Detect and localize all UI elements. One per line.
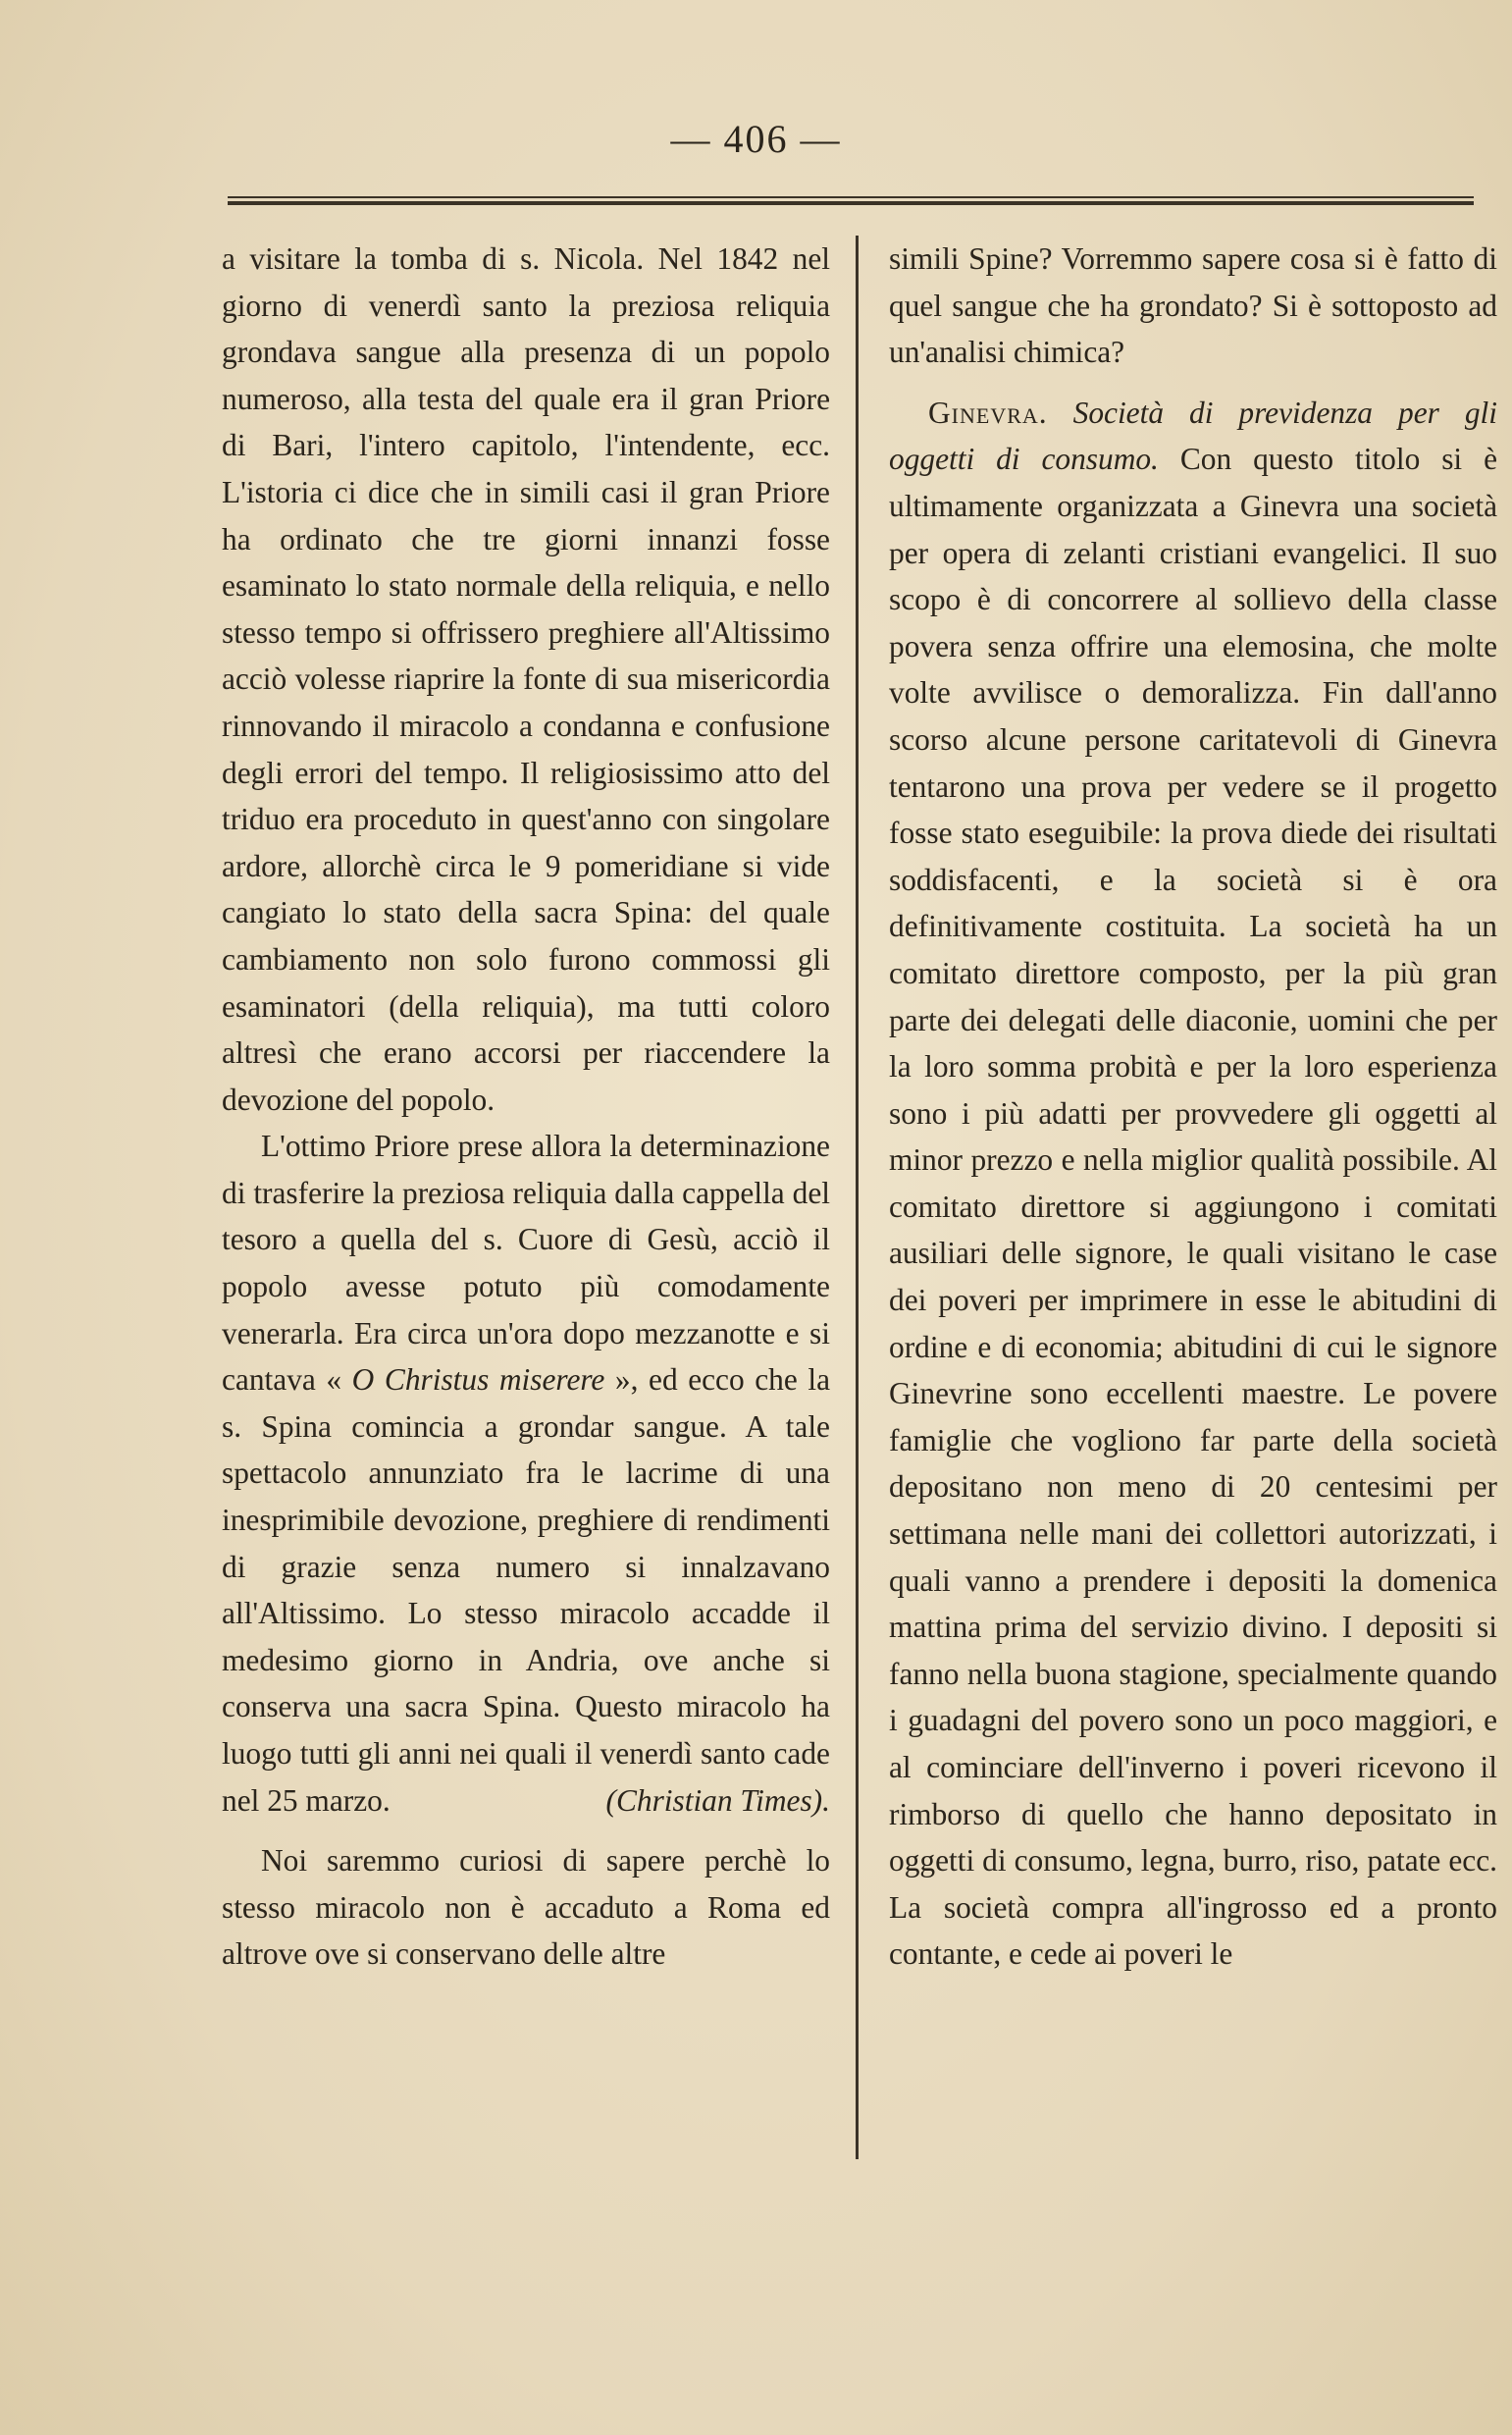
column-divider xyxy=(856,236,859,2159)
paragraph-priore-text-a: L'ottimo Priore prese allora la determinazione di trasferire la preziosa reliquia dalla cappella del tesoro a quella del s. Cuore di Gesù, acciò il popolo avesse potuto più comodamente venerarla. Era circa un'ora dopo mezzanotte e si cantava « xyxy=(222,1129,830,1398)
paragraph-priore xyxy=(222,1123,830,1824)
paragraph-priore-text-b: », ed ecco che la s. Spina comincia a grondar sangue. A tale spettacolo annunziato fra le lacrime di una inesprimibile devozione, preghiere di rendimenti di grazie senza numero si innalzavano all'Altissimo. Lo stesso miracolo accadde il medesimo giorno in Andria, ove anche si conserva una sacra Spina. Questo miracolo ha luogo tutti gli anni nei quali il venerdì santo cade nel 25 marzo. xyxy=(222,1362,831,1818)
page-number: — 406 — xyxy=(670,117,842,161)
paragraph-comment: Noi saremmo curiosi di sapere perchè lo stesso miracolo non è accaduto a Roma ed altrove ove si conservano delle altre xyxy=(222,1843,830,1972)
header-rule xyxy=(228,196,1474,205)
source-citation: (Christian Times). xyxy=(605,1782,830,1818)
right-column xyxy=(889,236,1497,1978)
place-heading: Ginevra. xyxy=(928,395,1048,430)
paragraph-ginevra xyxy=(889,390,1497,1978)
paragraph-questions: simili Spine? Vorremmo sapere cosa si è fatto di quel sangue che ha grondato? Si è sottoposto ad un'analisi chimica? xyxy=(889,241,1497,370)
article-title: Società di previdenza per gli oggetti di consumo. xyxy=(889,395,1497,477)
paragraph-ginevra-text: Con questo titolo si è ultimamente organizzata a Ginevra una società per opera di zelanti cristiani evangelici. Il suo scopo è di concorrere al sollievo della classe povera senza offrire una elemosina, che molte volte avvilisce o demoralizza. Fin dall'anno scorso alcune persone caritatevoli di Ginevra tentarono una prova per vedere se il progetto fosse stato eseguibile: la prova diede dei risultati soddisfacenti, e la società si è ora definitivamente costituita. La società ha un comitato direttore composto, per la più gran parte dei delegati delle diaconie, uomini che per la loro somma probità e per la loro esperienza sono i più adatti per provvedere gli oggetti al minor prezzo e nella miglior qualità possibile. Al comitato direttore si aggiungono i comitati ausiliari delle signore, le quali visitano le case dei poveri per imprimere in esse le abitudini di ordine e di economia; abitudini di cui le signore Ginevrine sono eccellenti maestre. Le povere famiglie che vogliono far parte della società depositano non meno di 20 centesimi per settimana nelle mani dei collettori autorizzati, i quali vanno a prendere i depositi la domenica mattina prima del servizio divino. I depositi si fanno nella buona stagione, specialmente quando i guadagni del povero sono un poco maggiori, e al cominciare dell'inverno i poveri ricevono il rimborso di quello che hanno depositato in oggetti di consumo, legna, burro, riso, patate ecc. La società compra all'ingrosso ed a pronto contante, e cede ai poveri le xyxy=(889,442,1498,1972)
paragraph-miracle-account: a visitare la tomba di s. Nicola. Nel 1842 nel giorno di venerdì santo la preziosa reliquia grondava sangue alla presenza di un popolo numeroso, alla testa del quale era il gran Priore di Bari, l'intero capitolo, l'intendente, ecc. L'istoria ci dice che in simili casi il gran Priore ha ordinato che tre giorni innanzi fosse esaminato lo stato normale della reliquia, e nello stesso tempo si offrissero preghiere all'Altissimo acciò volesse riaprire la fonte di sua misericordia rinnovando il miracolo a condanna e confusione degli errori del tempo. Il religiosissimo atto del triduo era proceduto in quest'anno con singolare ardore, allorchè circa le 9 pomeridiane si vide cangiato lo stato della sacra Spina: del quale cambiamento non solo furono commossi gli esaminatori (della reliquia), ma tutti coloro altresì che erano accorsi per riaccendere la devozione del popolo. xyxy=(222,241,830,1117)
left-column xyxy=(222,236,830,1978)
hymn-title: O Christus miserere xyxy=(351,1362,605,1398)
